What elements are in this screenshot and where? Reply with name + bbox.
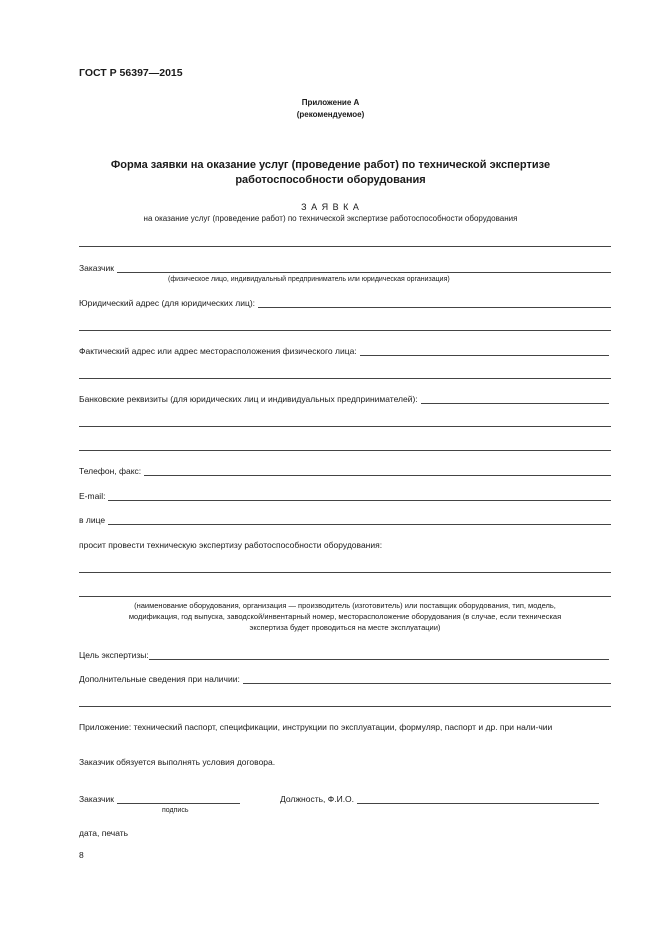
form-title xyxy=(0,158,661,188)
extra-info-line-2[interactable] xyxy=(79,706,611,707)
actual-address-line-2[interactable] xyxy=(79,378,611,379)
bank-line-3[interactable] xyxy=(79,450,611,451)
signature-field[interactable] xyxy=(117,795,240,804)
extra-info-field[interactable] xyxy=(243,675,611,684)
phone-row[interactable] xyxy=(79,466,611,476)
customer-row[interactable] xyxy=(79,263,611,273)
actual-address-row[interactable] xyxy=(79,346,609,356)
actual-address-label: Фактический адрес или адрес месторасположения физического лица: xyxy=(79,346,357,356)
email-label: E-mail: xyxy=(79,491,106,501)
appendix-label: Приложение А xyxy=(301,98,360,107)
equipment-note-line-3: экспертиза будет проводиться на месте эксплуатации) xyxy=(249,623,441,632)
extra-info-label: Дополнительные сведения при наличии: xyxy=(79,674,240,684)
date-stamp-label: дата, печать xyxy=(79,828,129,838)
customer-note: (физическое лицо, индивидуальный предприниматель или юридическая организация) xyxy=(168,276,450,283)
purpose-label: Цель экспертизы: xyxy=(79,650,149,660)
equipment-note-line-1: (наименование оборудования, организация — производитель (изготовитель) или поставщик оборудования, тип, модель, xyxy=(134,601,556,610)
actual-address-field[interactable] xyxy=(360,347,609,356)
legal-address-row[interactable] xyxy=(79,298,611,308)
person-row[interactable] xyxy=(79,515,611,525)
page-number: 8 xyxy=(79,850,84,860)
standard-header: ГОСТ Р 56397—2015 xyxy=(79,67,183,79)
obligation-text: Заказчик обязуется выполнять условия договора. xyxy=(79,757,276,767)
position-label: Должность, Ф.И.О. xyxy=(280,794,355,804)
bank-label: Банковские реквизиты (для юридических лиц и индивидуальных предпринимателей): xyxy=(79,394,418,404)
email-field[interactable] xyxy=(108,492,611,501)
phone-field[interactable] xyxy=(144,467,611,476)
legal-address-field[interactable] xyxy=(258,299,611,308)
phone-label: Телефон, факс: xyxy=(79,466,142,476)
blank-line[interactable] xyxy=(79,246,611,247)
request-text: просит провести техническую экспертизу работоспособности оборудования: xyxy=(79,540,383,550)
signature-caption: подпись xyxy=(162,807,189,814)
purpose-row[interactable] xyxy=(79,650,609,660)
legal-address-label: Юридический адрес (для юридических лиц): xyxy=(79,298,256,308)
person-field[interactable] xyxy=(108,516,611,525)
zayavka-heading: З А Я В К А xyxy=(301,202,360,212)
appendix-type: (рекомендуемое) xyxy=(296,110,365,119)
person-label: в лице xyxy=(79,515,106,525)
bank-field[interactable] xyxy=(421,395,609,404)
attachment-text: Приложение: технический паспорт, спецификации, инструкции по эксплуатации, формуляр, паспорт и др. при нали-чии xyxy=(79,722,553,732)
extra-info-row[interactable] xyxy=(79,674,611,684)
position-row[interactable] xyxy=(280,794,599,804)
sign-customer-label: Заказчик xyxy=(79,794,114,804)
legal-address-line-2[interactable] xyxy=(79,330,611,331)
bank-row[interactable] xyxy=(79,394,609,404)
equipment-line-1[interactable] xyxy=(79,572,611,573)
position-field[interactable] xyxy=(357,795,599,804)
form-title-line-1: Форма заявки на оказание услуг (проведение работ) по технической экспертизе xyxy=(110,159,551,171)
equipment-note xyxy=(79,600,611,633)
customer-label: Заказчик xyxy=(79,263,114,273)
purpose-field[interactable] xyxy=(149,651,609,660)
email-row[interactable] xyxy=(79,491,611,501)
customer-field[interactable] xyxy=(117,264,611,273)
form-title-line-2: работоспособности оборудования xyxy=(235,174,426,186)
zayavka-subtitle: на оказание услуг (проведение работ) по технической экспертизе работоспособности оборудования xyxy=(143,214,518,223)
equipment-note-line-2: модификация, год выпуска, заводской/инвентарный номер, месторасположение оборудования (в случае, если техническая xyxy=(128,612,562,621)
sign-customer-row[interactable] xyxy=(79,794,240,804)
bank-line-2[interactable] xyxy=(79,426,611,427)
equipment-line-2[interactable] xyxy=(79,596,611,597)
